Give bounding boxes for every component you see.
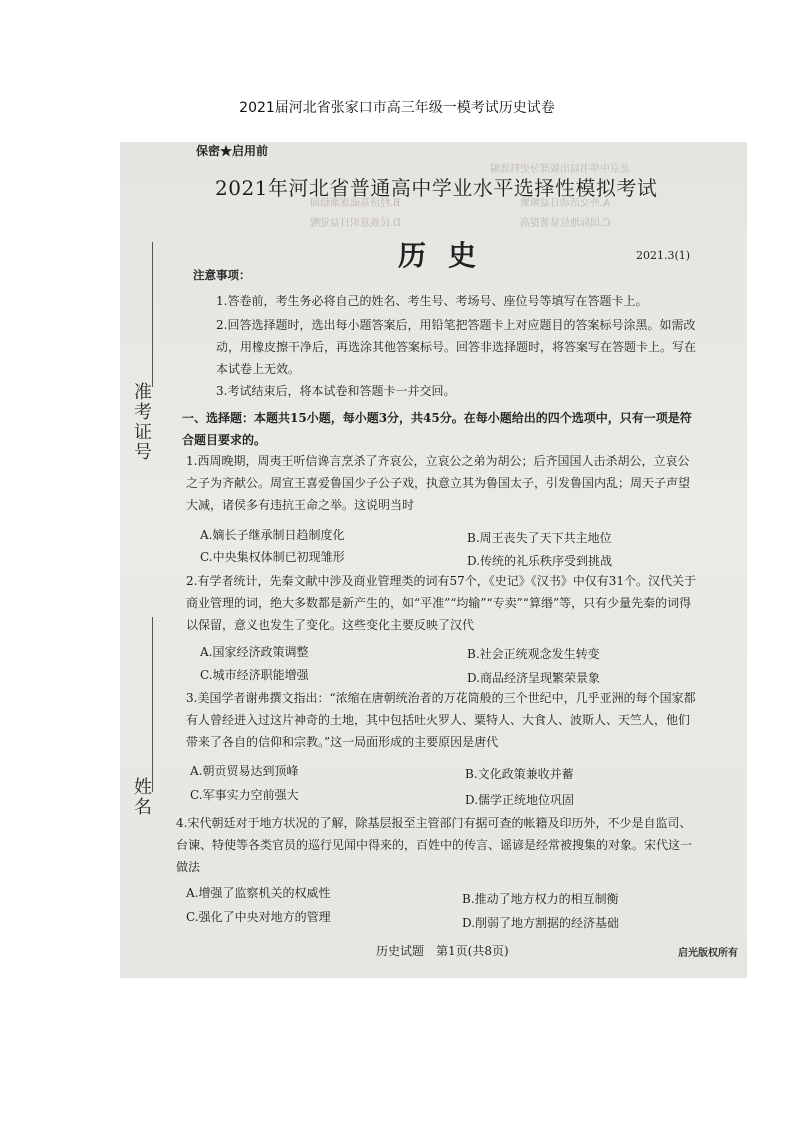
bleed-through-text: C.国际地位显著提高 bbox=[520, 218, 611, 229]
option: A.朝贡贸易达到顶峰 bbox=[190, 764, 299, 778]
subject-title: 历史 bbox=[398, 239, 499, 272]
exam-id-label: 准考证号 bbox=[131, 382, 152, 462]
question-stem: 3.美国学者谢弗撰文指出：“浓缩在唐朝统治者的万花筒般的三个世纪中，几乎亚洲的每个国家都有人曾经进入过这片神奇的土地，其中包括吐火罗人、粟特人、大食人、波斯人、天竺人，他们带来了各自的信仰和宗教。”这一局面形成的主要原因是唐代 bbox=[186, 691, 696, 749]
bleed-through-text: B.经济基础逐渐稳固 bbox=[310, 198, 401, 209]
option: A.嫡长子继承制日趋制度化 bbox=[200, 528, 345, 542]
notice-item: 1.答卷前，考生务必将自己的姓名、考生号、考场号、座位号等填写在答题卡上。 bbox=[216, 294, 648, 308]
option: C.中央集权体制已初现雏形 bbox=[200, 550, 345, 564]
option: C.强化了中央对地方的管理 bbox=[186, 910, 331, 924]
question-stem: 2.有学者统计，先秦文献中涉及商业管理类的词有57个，《史记》《汉书》中仅有31个。汉代关于商业管理的词，绝大多数都是新产生的，如“平准”“均输”“专卖”“算缗”等，只有少量先秦的词得以保留，意义也发生了变化。这些变化主要反映了汉代 bbox=[186, 574, 696, 632]
option: D.削弱了地方割据的经济基础 bbox=[462, 916, 620, 930]
section-heading: 一、选择题：本题共15小题，每小题3分，共45分。在每小题给出的四个选项中，只有一项是符合题目要求的。 bbox=[182, 411, 692, 447]
bleed-through-text: D.民族意识日益觉醒 bbox=[310, 218, 401, 229]
option: A.国家经济政策调整 bbox=[200, 645, 309, 659]
page-footer: 历史试题 第1页(共8页) bbox=[376, 944, 509, 958]
exam-title: 2021年河北省普通高中学业水平选择性模拟考试 bbox=[215, 176, 658, 200]
exam-paper-photo bbox=[120, 142, 747, 978]
name-blank-line bbox=[152, 617, 153, 792]
question-stem: 1.西周晚期，周夷王听信谗言烹杀了齐哀公，立哀公之弟为胡公；后齐国国人击杀胡公，立哀公之子为齐献公。周宣王喜爱鲁国少子公子戏，执意立其为鲁国太子，引发鲁国内乱；周天子声望大减，诸侯多有违抗王命之举。这说明当时 bbox=[186, 454, 691, 512]
notice-heading: 注意事项： bbox=[193, 268, 251, 282]
notice-item: 2.回答选择题时，选出每小题答案后，用铅笔把答题卡上对应题目的答案标号涂黑。如需改动，用橡皮擦干净后，再选涂其他答案标号。回答非选择题时，将答案写在答题卡上。写在本试卷上无效。 bbox=[216, 318, 697, 376]
bleed-through-text: A.外交活动日益频繁 bbox=[520, 198, 611, 209]
document-title: 2021届河北省张家口市高三年级一模考试历史试卷 bbox=[239, 100, 555, 116]
option: C.军事实力空前强大 bbox=[190, 788, 299, 802]
bleed-through-text: 北京中华书局出版部分史料选编 bbox=[490, 164, 630, 175]
question-stem: 4.宋代朝廷对于地方状况的了解，除基层报至主管部门有据可查的帐籍及印历外，不少是自监司、台谏、特使等各类官员的巡行见闻中得来的，百姓中的传言、谣谚是经常被搜集的对象。宋代这一做法 bbox=[176, 816, 693, 874]
notice-item: 3.考试结束后，将本试卷和答题卡一并交回。 bbox=[216, 384, 456, 398]
option: A.增强了监察机关的权威性 bbox=[186, 886, 331, 900]
option: D.商品经济呈现繁荣景象 bbox=[467, 671, 601, 685]
option: D.儒学正统地位巩固 bbox=[465, 793, 575, 807]
option: B.推动了地方权力的相互制衡 bbox=[462, 892, 619, 906]
exam-id-blank-line bbox=[152, 242, 153, 387]
publisher-mark: 启光版权所有 bbox=[678, 948, 738, 959]
confidential-label: 保密★启用前 bbox=[196, 144, 269, 158]
option: B.周王丧失了天下共主地位 bbox=[467, 531, 612, 545]
option: B.文化政策兼收并蓄 bbox=[465, 767, 574, 781]
option: B.社会正统观念发生转变 bbox=[467, 647, 600, 661]
name-label: 姓名 bbox=[131, 777, 152, 817]
option: C.城市经济职能增强 bbox=[200, 668, 309, 682]
option: D.传统的礼乐秩序受到挑战 bbox=[467, 554, 613, 568]
exam-date: 2021.3(1) bbox=[636, 249, 691, 262]
